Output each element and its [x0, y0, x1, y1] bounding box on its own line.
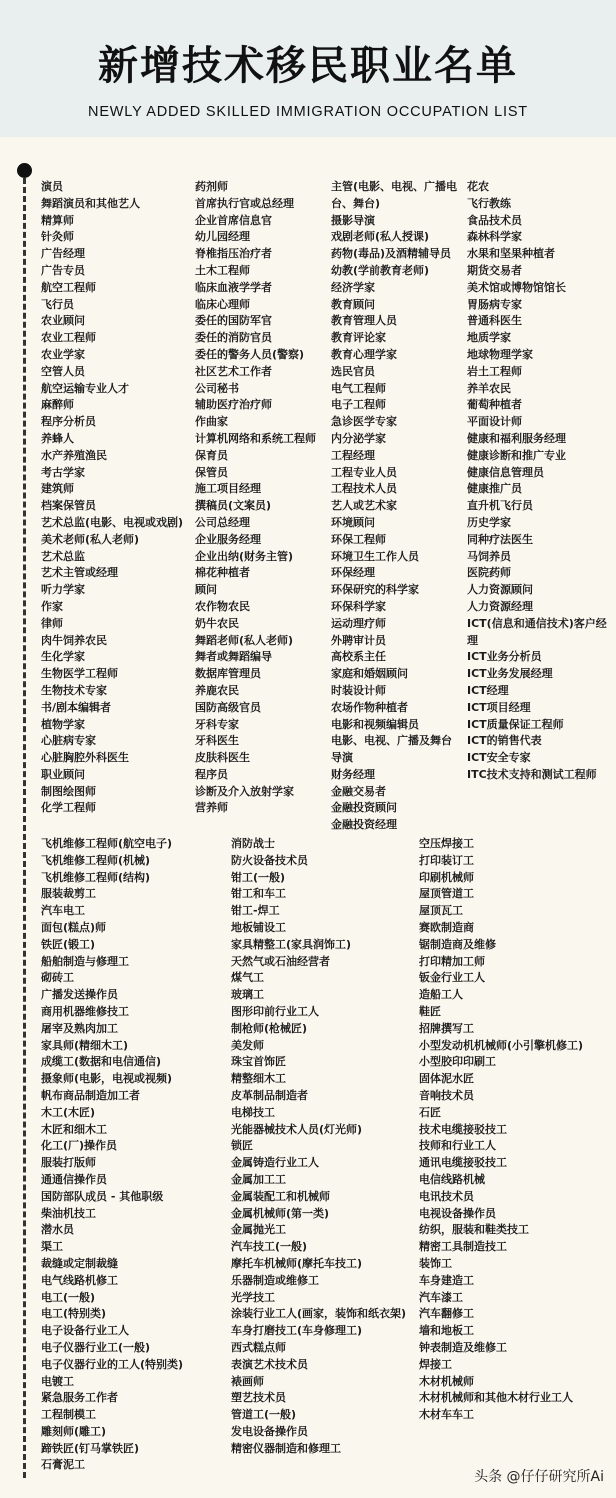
occupation-item: 钳工(一般): [231, 870, 286, 884]
page-subtitle: NEWLY ADDED SKILLED IMMIGRATION OCCUPATION LIST: [88, 104, 528, 120]
occupation-item: 委任的消防官员: [195, 331, 272, 345]
occupation-item: 首席执行官或总经理: [195, 196, 294, 210]
watermark: 头条 @仔仔研究所Ai: [472, 1466, 606, 1486]
occupation-item: 蹄铁匠(钉马掌铁匠): [41, 1441, 140, 1455]
occupation-item: 锁匠: [231, 1139, 253, 1153]
occupation-item: 时装设计师: [331, 683, 386, 697]
occupation-item: 电子设备行业工人: [41, 1324, 129, 1338]
occupation-item: 水果和坚果种植者: [467, 247, 555, 261]
occupation-item: ICT经理: [467, 683, 509, 697]
occupation-item: 生化学家: [41, 650, 85, 664]
occupation-item: 技师和行业工人: [419, 1139, 496, 1153]
occupation-item: 家庭和婚姻顾问: [331, 667, 408, 681]
occupation-item: 面包(糕点)师: [41, 920, 107, 934]
occupation-item: 音响技术员: [419, 1088, 474, 1102]
occupation-item: 环境卫生工作人员: [331, 549, 419, 563]
occupation-item: 空管人员: [41, 364, 85, 378]
occupation-item: 电子仪器行业工(一般): [41, 1340, 151, 1354]
occupation-item: 锯制造商及维修: [419, 937, 496, 951]
occupation-item: 鞋匠: [419, 1004, 441, 1018]
occupation-item: 电气工程师: [331, 381, 386, 395]
occupation-item: 保育员: [195, 448, 228, 462]
occupation-item: 精算师: [41, 213, 74, 227]
occupation-item: 健康推广员: [467, 482, 522, 496]
occupation-item: 飞行教练: [467, 196, 511, 210]
occupation-column-1: [41, 179, 187, 817]
occupation-item: 通通信操作员: [41, 1172, 107, 1186]
occupation-item: 普通科医生: [467, 314, 522, 328]
occupation-item: 纺织，服装和鞋类技工: [419, 1223, 529, 1237]
occupation-item: 健康诊断和推广专业: [467, 448, 566, 462]
occupation-item: 主管(电影、电视、广播电台、舞台): [331, 180, 458, 210]
occupation-item: 档案保管员: [41, 499, 96, 513]
occupation-item: 金属机械师(第一类): [231, 1206, 330, 1220]
occupation-item: 舞蹈老师(私人老师): [195, 633, 294, 647]
occupation-item: 工程技术人员: [331, 482, 397, 496]
occupation-item: 胃肠病专家: [467, 297, 522, 311]
occupation-item: 针灸师: [41, 230, 74, 244]
occupation-item: 律师: [41, 616, 63, 630]
occupation-item: 麻醉师: [41, 398, 74, 412]
occupation-item: 程序员: [195, 767, 228, 781]
occupation-item: 商用机器维修技工: [41, 1004, 129, 1018]
occupation-item: 天然气或石油经营者: [231, 954, 330, 968]
occupation-item: 诊断及介入放射学家: [195, 784, 294, 798]
occupation-item: 砌砖工: [41, 971, 74, 985]
occupation-item: 裱画师: [231, 1374, 264, 1388]
occupation-item: 同种疗法医生: [467, 532, 533, 546]
occupation-item: 职业顾问: [41, 767, 85, 781]
occupation-item: 船舶制造与修理工: [41, 954, 129, 968]
occupation-item: 木材车车工: [419, 1408, 474, 1422]
occupation-item: 赛欧制造商: [419, 920, 474, 934]
occupation-item: 奶牛农民: [195, 616, 239, 630]
occupation-item: 飞行员: [41, 297, 74, 311]
occupation-item: 运动理疗师: [331, 616, 386, 630]
occupation-item: 艺人或艺术家: [331, 499, 397, 513]
occupation-item: 健康信息管理员: [467, 465, 544, 479]
occupation-item: 社区艺术工作者: [195, 364, 272, 378]
header-banner: [0, 0, 616, 137]
occupation-item: 小型胶印印刷工: [419, 1055, 496, 1069]
occupation-item: 肉牛饲养农民: [41, 633, 107, 647]
occupation-item: ICT业务分析员: [467, 650, 542, 664]
occupation-item: 马饲养员: [467, 549, 511, 563]
occupation-item: 电子工程师: [331, 398, 386, 412]
occupation-item: 艺术主管或经理: [41, 566, 118, 580]
occupation-item: 固体泥水匠: [419, 1072, 474, 1086]
occupation-item: 农作物农民: [195, 599, 250, 613]
occupation-item: 舞蹈演员和其他艺人: [41, 196, 140, 210]
occupation-item: 环保工程师: [331, 532, 386, 546]
occupation-item: 牙科专家: [195, 717, 239, 731]
occupation-column-3: [331, 179, 461, 834]
occupation-item: 养蜂人: [41, 431, 74, 445]
occupation-item: 委任的警务人员(警察): [195, 347, 305, 361]
occupation-item: 摄影导演: [331, 213, 375, 227]
occupation-item: 珠宝首饰匠: [231, 1055, 286, 1069]
occupation-item: 美术老师(私人老师): [41, 532, 140, 546]
occupation-item: 艺术总监: [41, 549, 85, 563]
occupation-item: 西式糕点师: [231, 1340, 286, 1354]
occupation-item: 紧急服务工作者: [41, 1391, 118, 1405]
occupation-item: 汽车漆工: [419, 1290, 463, 1304]
occupation-item: ICT的销售代表: [467, 734, 542, 748]
occupation-item: 地球物理学家: [467, 347, 533, 361]
occupation-item: 急诊医学专家: [331, 415, 397, 429]
occupation-item: 塑艺技术员: [231, 1391, 286, 1405]
occupation-item: 岩土工程师: [467, 364, 522, 378]
occupation-item: 航空运输专业人才: [41, 381, 129, 395]
occupation-item: 幼教(学前教育老师): [331, 263, 430, 277]
occupation-item: 环境顾问: [331, 515, 375, 529]
occupation-item: 金属抛光工: [231, 1223, 286, 1237]
occupation-item: 建筑师: [41, 482, 74, 496]
occupation-item: 公司总经理: [195, 515, 250, 529]
occupation-item: 听力学家: [41, 583, 85, 597]
occupation-item: 制图绘图师: [41, 784, 96, 798]
occupation-item: 发电设备操作员: [231, 1424, 308, 1438]
occupation-item: ICT质量保证工程师: [467, 717, 564, 731]
occupation-item: 国防部队成员 - 其他职级: [41, 1189, 164, 1203]
occupation-item: 金属铸造行业工人: [231, 1156, 319, 1170]
occupation-item: 花农: [467, 180, 489, 193]
occupation-item: 人力资源经理: [467, 599, 533, 613]
occupation-item: 电梯技工: [231, 1105, 275, 1119]
occupation-item: 辅助医疗治疗师: [195, 398, 272, 412]
occupation-item: 电影、电视、广播及舞台导演: [331, 734, 452, 765]
occupation-item: 钟表制造及维修工: [419, 1340, 507, 1354]
occupation-item: 钣金行业工人: [419, 971, 485, 985]
occupation-item: 药物(毒品)及酒精辅导员: [331, 247, 452, 261]
occupation-item: 企业首席信息官: [195, 213, 272, 227]
occupation-item: 企业服务经理: [195, 532, 261, 546]
occupation-item: 皮肤科医生: [195, 751, 250, 765]
occupation-item: 木材机械师: [419, 1374, 474, 1388]
occupation-item: 光学技工: [231, 1290, 275, 1304]
occupation-item: 考古学家: [41, 465, 85, 479]
occupation-item: 撰稿员(文案员): [195, 499, 272, 513]
occupation-item: 消防战士: [231, 837, 275, 850]
occupation-item: 铁匠(锻工): [41, 937, 96, 951]
occupation-item: 墙和地板工: [419, 1324, 474, 1338]
occupation-item: 作曲家: [195, 415, 228, 429]
occupation-item: 图形印前行业工人: [231, 1004, 319, 1018]
occupation-item: 棉花种植者: [195, 566, 250, 580]
occupation-item: 营养师: [195, 801, 228, 815]
occupation-item: 金属装配工和机械师: [231, 1189, 330, 1203]
occupation-item: 帆布商品制造加工者: [41, 1088, 140, 1102]
occupation-item: 制枪师(枪械匠): [231, 1021, 308, 1035]
occupation-item: 焊接工: [419, 1357, 452, 1371]
occupation-item: 地板铺设工: [231, 920, 286, 934]
occupation-item: 工程制模工: [41, 1408, 96, 1422]
occupation-item: 临床心理师: [195, 297, 250, 311]
occupation-item: 成缆工(数据和电信通信): [41, 1055, 162, 1069]
occupation-item: 外聘审计员: [331, 633, 386, 647]
occupation-item: 潜水员: [41, 1223, 74, 1237]
occupation-item: 电讯技术员: [419, 1189, 474, 1203]
occupation-item: 农业学家: [41, 347, 85, 361]
occupation-item: 柴油机技工: [41, 1206, 96, 1220]
occupation-column-4: [467, 179, 609, 784]
occupation-item: 作家: [41, 599, 63, 613]
occupation-item: 药剂师: [195, 180, 228, 193]
occupation-item: 电工(一般): [41, 1290, 96, 1304]
occupation-item: 皮革制品制造者: [231, 1088, 308, 1102]
occupation-item: 养鹿农民: [195, 683, 239, 697]
occupation-item: 家具师(精细木工): [41, 1038, 129, 1052]
occupation-item: 精整细木工: [231, 1072, 286, 1086]
occupation-item: 艺术总监(电影、电视或戏剧): [41, 515, 184, 529]
occupation-item: 石匠: [419, 1105, 441, 1119]
occupation-item: 植物学家: [41, 717, 85, 731]
occupation-item: 钳工-焊工: [231, 904, 280, 918]
occupation-item: 金融交易者: [331, 784, 386, 798]
occupation-item: 脊椎指压治疗者: [195, 247, 272, 261]
occupation-item: 金融投资顾问: [331, 801, 397, 815]
occupation-item: ICT项目经理: [467, 700, 531, 714]
occupation-item: 飞机维修工程师(航空电子): [41, 837, 173, 850]
occupation-item: 电子仪器行业的工人(特别类): [41, 1357, 184, 1371]
occupation-item: 金融投资经理: [331, 818, 397, 832]
occupation-item: 平面设计师: [467, 415, 522, 429]
occupation-item: 石膏泥工: [41, 1458, 85, 1472]
occupation-item: 历史学家: [467, 515, 511, 529]
occupation-item: 服装打版师: [41, 1156, 96, 1170]
occupation-item: 防火设备技术员: [231, 853, 308, 867]
occupation-item: 环保经理: [331, 566, 375, 580]
occupation-item: 环保研究的科学家: [331, 583, 419, 597]
occupation-item: 幼儿园经理: [195, 230, 250, 244]
occupation-item: 招牌撰写工: [419, 1021, 474, 1035]
occupation-item: 电影和视频编辑员: [331, 717, 419, 731]
occupation-item: 化工(厂)操作员: [41, 1139, 118, 1153]
occupation-item: 国防高级官员: [195, 700, 261, 714]
occupation-item: 森林科学家: [467, 230, 522, 244]
occupation-item: 电镀工: [41, 1374, 74, 1388]
occupation-item: 装饰工: [419, 1256, 452, 1270]
page-title: 新增技术移民职业名单: [98, 43, 518, 89]
occupation-item: 农场作物种植者: [331, 700, 408, 714]
occupation-item: 表演艺术技术员: [231, 1357, 308, 1371]
occupation-item: 教育心理学家: [331, 347, 397, 361]
occupation-item: 飞机维修工程师(结构): [41, 870, 151, 884]
occupation-item: 摄象师(电影，电视或视频): [41, 1072, 173, 1086]
occupation-item: 玻璃工: [231, 988, 264, 1002]
occupation-item: 数据库管理员: [195, 667, 261, 681]
occupation-item: 裁缝或定制裁缝: [41, 1256, 118, 1270]
occupation-item: 顾问: [195, 583, 217, 597]
occupation-item: 健康和福利服务经理: [467, 431, 566, 445]
occupation-item: 家具精整工(家具润饰工): [231, 937, 352, 951]
occupation-item: 渠工: [41, 1240, 63, 1254]
occupation-item: 造船工人: [419, 988, 463, 1002]
occupation-item: 公司秘书: [195, 381, 239, 395]
occupation-item: 车身建造工: [419, 1273, 474, 1287]
occupation-item: 广告经理: [41, 247, 85, 261]
occupation-column-6: [231, 836, 411, 1457]
occupation-item: 汽车电工: [41, 904, 85, 918]
occupation-item: 乐器制造或维修工: [231, 1273, 319, 1287]
occupation-item: 教育评论家: [331, 331, 386, 345]
occupation-item: 汽车翻修工: [419, 1307, 474, 1321]
occupation-item: 人力资源顾问: [467, 583, 533, 597]
occupation-item: 美术馆或博物馆馆长: [467, 280, 566, 294]
occupation-item: 戏剧老师(私人授课): [331, 230, 430, 244]
occupation-item: 电信线路机械: [419, 1172, 485, 1186]
occupation-column-5: [41, 836, 223, 1474]
occupation-item: 心脏病专家: [41, 734, 96, 748]
occupation-item: 书/剧本编辑者: [41, 700, 112, 714]
occupation-item: 期货交易者: [467, 263, 522, 277]
occupation-item: 企业出纳(财务主管): [195, 549, 294, 563]
occupation-item: 空压焊接工: [419, 837, 474, 850]
occupation-item: 地质学家: [467, 331, 511, 345]
occupation-item: 演员: [41, 180, 63, 193]
occupation-item: 高校系主任: [331, 650, 386, 664]
occupation-item: 精密工具制造技工: [419, 1240, 507, 1254]
occupation-item: 木材机械师和其他木材行业工人: [419, 1391, 573, 1405]
occupation-item: 屋顶瓦工: [419, 904, 463, 918]
occupation-item: 工程专业人员: [331, 465, 397, 479]
timeline-dashed-line: [23, 178, 26, 1478]
occupation-item: 财务经理: [331, 767, 375, 781]
occupation-column-2: [195, 179, 323, 817]
occupation-item: 金属加工工: [231, 1172, 286, 1186]
occupation-item: 屠宰及熟肉加工: [41, 1021, 118, 1035]
occupation-item: 木匠和细木工: [41, 1122, 107, 1136]
occupation-column-7: [419, 836, 609, 1424]
occupation-item: 土木工程师: [195, 263, 250, 277]
occupation-item: 精密仪器制造和修理工: [231, 1441, 341, 1455]
occupation-item: 直升机飞行员: [467, 499, 533, 513]
occupation-item: 工程经理: [331, 448, 375, 462]
occupation-item: 航空工程师: [41, 280, 96, 294]
occupation-item: 施工项目经理: [195, 482, 261, 496]
occupation-item: 医院药师: [467, 566, 511, 580]
occupation-item: 车身打磨技工(车身修理工): [231, 1324, 363, 1338]
occupation-item: 汽车技工(一般): [231, 1240, 308, 1254]
occupation-item: 水产养殖渔民: [41, 448, 107, 462]
occupation-item: 计算机网络和系统工程师: [195, 431, 316, 445]
occupation-item: 煤气工: [231, 971, 264, 985]
occupation-item: 电工(特别类): [41, 1307, 107, 1321]
occupation-item: 程序分析员: [41, 415, 96, 429]
occupation-item: 印刷机械师: [419, 870, 474, 884]
occupation-item: 美发师: [231, 1038, 264, 1052]
occupation-item: 雕刻师(雕工): [41, 1424, 107, 1438]
occupation-item: 食品技术员: [467, 213, 522, 227]
occupation-item: 心脏胸腔外科医生: [41, 751, 129, 765]
occupation-item: 通讯电缆接驳技工: [419, 1156, 507, 1170]
occupation-item: 飞机维修工程师(机械): [41, 853, 151, 867]
occupation-item: 委任的国防军官: [195, 314, 272, 328]
occupation-item: 打印精加工师: [419, 954, 485, 968]
occupation-item: 选民官员: [331, 364, 375, 378]
occupation-item: 舞者或舞蹈编导: [195, 650, 272, 664]
occupation-item: 葡萄种植者: [467, 398, 522, 412]
occupation-item: 涂装行业工人(画家，装饰和纸衣架): [231, 1307, 407, 1321]
occupation-item: 生物医学工程师: [41, 667, 118, 681]
occupation-item: 教育管理人员: [331, 314, 397, 328]
occupation-item: 摩托车机械师(摩托车技工): [231, 1256, 363, 1270]
occupation-item: 管道工(一般): [231, 1408, 297, 1422]
occupation-item: 牙科医生: [195, 734, 239, 748]
occupation-item: ICT业务发展经理: [467, 667, 553, 681]
occupation-item: 经济学家: [331, 280, 375, 294]
occupation-item: ICT(信息和通信技术)客户经理: [467, 616, 607, 647]
occupation-item: 电气线路机修工: [41, 1273, 118, 1287]
occupation-item: 服装裁剪工: [41, 887, 96, 901]
occupation-item: 养羊农民: [467, 381, 511, 395]
occupation-item: 农业工程师: [41, 331, 96, 345]
occupation-item: 临床血液学学者: [195, 280, 272, 294]
occupation-item: 木工(木匠): [41, 1105, 96, 1119]
occupation-item: 化学工程师: [41, 801, 96, 815]
occupation-item: 小型发动机机械师(小引擎机修工): [419, 1038, 584, 1052]
occupation-item: 内分泌学家: [331, 431, 386, 445]
occupation-item: 保管员: [195, 465, 228, 479]
occupation-item: 屋顶管道工: [419, 887, 474, 901]
occupation-item: 环保科学家: [331, 599, 386, 613]
occupation-item: 广告专员: [41, 263, 85, 277]
occupation-item: 技术电缆接驳技工: [419, 1122, 507, 1136]
occupation-item: 教育顾问: [331, 297, 375, 311]
occupation-item: 农业顾问: [41, 314, 85, 328]
occupation-item: ITC技术支持和测试工程师: [467, 767, 597, 781]
occupation-item: 打印装订工: [419, 853, 474, 867]
occupation-item: 光能器械技术人员(灯光师): [231, 1122, 363, 1136]
timeline-dot: [17, 163, 32, 178]
occupation-item: 广播发送操作员: [41, 988, 118, 1002]
occupation-item: 钳工和车工: [231, 887, 286, 901]
occupation-item: 生物技术专家: [41, 683, 107, 697]
occupation-item: ICT安全专家: [467, 751, 531, 765]
occupation-item: 电视设备操作员: [419, 1206, 496, 1220]
